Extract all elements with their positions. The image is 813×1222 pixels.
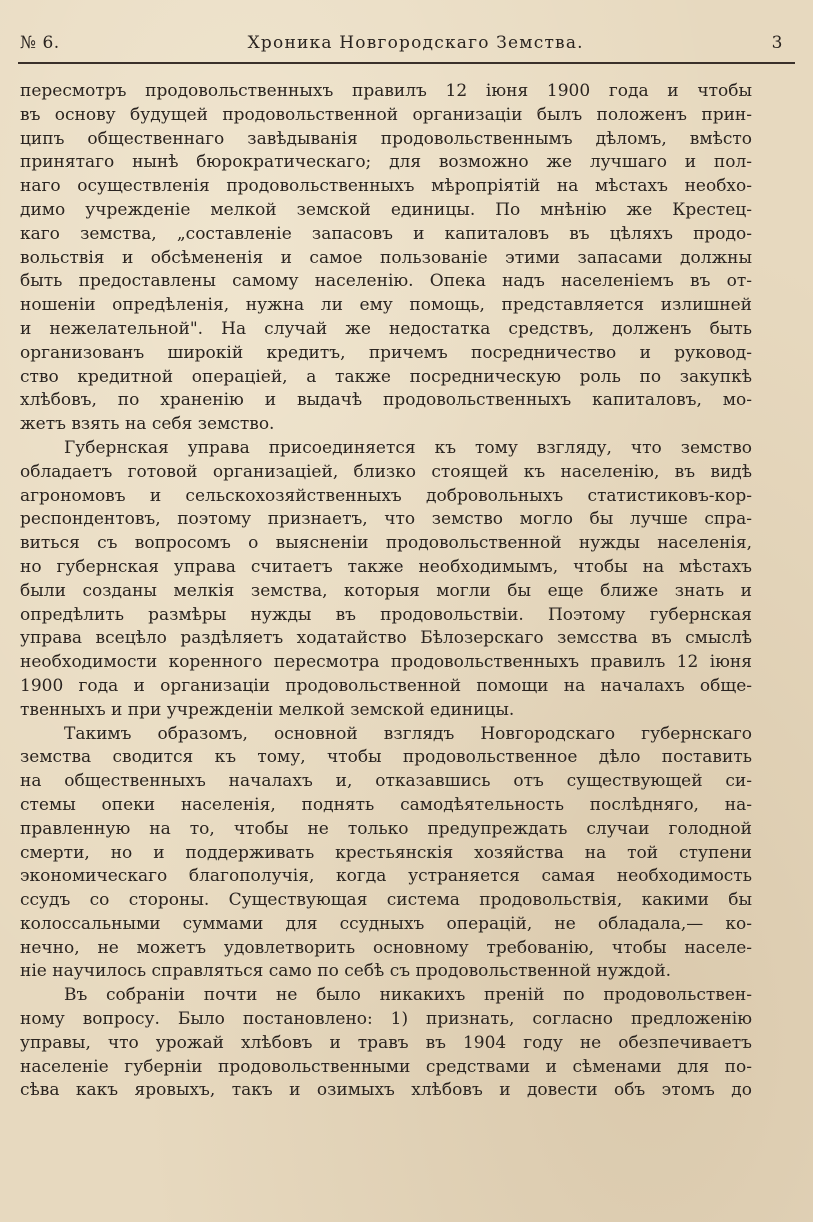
- text-line: въ основу будущей продовольственной организаціи былъ положенъ прин-: [20, 104, 752, 125]
- text-line: димо учрежденіе мелкой земской единицы. По мнѣнію же Крестец-: [20, 199, 752, 220]
- text-line: ципъ общественнаго завѣдыванія продовольственнымъ дѣломъ, вмѣсто: [20, 128, 752, 149]
- text-line: пересмотръ продовольственныхъ правилъ 12 іюня 1900 года и чтобы: [20, 81, 752, 101]
- text-line: опредѣлить размѣры нужды въ продовольствіи. Поэтому губернская: [20, 604, 752, 625]
- text-line: были созданы мелкія земства, которыя могли бы еще ближе знать и: [20, 580, 752, 601]
- text-line: правленную на то, чтобы не только предупреждать случаи голодной: [20, 818, 752, 839]
- journal-title: Хроника Новгородскаго Земства.: [247, 33, 584, 53]
- text-line: сѣва какъ яровыхъ, такъ и озимыхъ хлѣбовъ и довести объ этомъ до: [20, 1080, 752, 1101]
- text-line: населеніе губерніи продовольственными средствами и сѣменами для по-: [20, 1056, 752, 1077]
- text-line: каго земства, „составленіе запасовъ и капиталовъ въ цѣляхъ продо-: [20, 223, 752, 244]
- text-line: жетъ взять на себя земство.: [20, 414, 275, 435]
- text-line: управы, что урожай хлѣбовъ и травъ въ 1904 году не обезпечиваетъ: [20, 1032, 752, 1053]
- text-line: ссудъ со стороны. Существующая система продовольствія, какими бы: [20, 890, 752, 911]
- text-line: стемы опеки населенія, поднять самодѣятельность послѣдняго, на-: [20, 794, 752, 815]
- text-line: и нежелательной". На случай же недостатка средствъ, долженъ быть: [20, 318, 752, 339]
- text-line: обладаетъ готовой организаціей, близко стоящей къ населенію, въ видѣ: [20, 461, 752, 482]
- text-line: организованъ широкій кредитъ, причемъ посредничество и руковод-: [20, 342, 752, 363]
- text-line: ному вопросу. Было постановлено: 1) признать, согласно предложенію: [20, 1009, 752, 1030]
- text-line: 1900 года и организаціи продовольственной помощи на началахъ обще-: [20, 675, 752, 696]
- header-rule: [18, 62, 795, 64]
- text-line: но губернская управа считаетъ также необходимымъ, чтобы на мѣстахъ: [20, 556, 752, 577]
- page-number: 3: [771, 33, 783, 53]
- text-line: на общественныхъ началахъ и, отказавшись отъ существующей си-: [20, 771, 752, 792]
- text-line: быть предоставлены самому населенію. Опека надъ населеніемъ въ от-: [20, 271, 752, 292]
- text-line: ство кредитной операціей, а также посредническую роль по закупкѣ: [20, 366, 752, 387]
- text-line: вольствія и обсѣмененія и самое пользованіе этими запасами должны: [20, 247, 752, 268]
- paragraph-first-line: Губернская управа присоединяется къ тому взгляду, что земство: [64, 437, 752, 458]
- running-header: [20, 28, 783, 58]
- paragraph-first-line: Такимъ образомъ, основной взглядъ Новгородскаго губернскаго: [64, 723, 752, 744]
- text-line: агрономовъ и сельскохозяйственныхъ добровольныхъ статистиковъ-кор-: [20, 485, 752, 506]
- text-line: респондентовъ, поэтому признаетъ, что земство могло бы лучше спра-: [20, 509, 752, 530]
- text-line: ніе научилось справляться само по себѣ съ продовольственной нуждой.: [20, 961, 672, 982]
- text-line: ношеніи опредѣленія, нужна ли ему помощь, представляется излишней: [20, 295, 752, 316]
- paragraph-first-line: Въ собраніи почти не было никакихъ преній по продовольствен-: [64, 985, 752, 1006]
- text-line: твенныхъ и при учрежденіи мелкой земской единицы.: [20, 699, 515, 720]
- text-line: управа всецѣло раздѣляетъ ходатайство Бѣлозерскаго земсства въ смыслѣ: [20, 628, 752, 649]
- text-line: нечно, не можетъ удовлетворить основному требованію, чтобы населе-: [20, 937, 752, 958]
- body-text: [20, 80, 752, 1103]
- text-line: наго осуществленія продовольственныхъ мѣропріятій на мѣстахъ необхо-: [20, 176, 752, 197]
- text-line: хлѣбовъ, по храненію и выдачѣ продовольственныхъ капиталовъ, мо-: [20, 390, 752, 411]
- text-line: колоссальными суммами для ссудныхъ операцій, не обладала,— ко-: [20, 913, 752, 934]
- text-line: смерти, но и поддерживать крестьянскія хозяйства на той ступени: [20, 842, 752, 863]
- text-line: экономическаго благополучія, когда устраняется самая необходимость: [20, 866, 752, 887]
- text-line: виться съ вопросомъ о выясненіи продовольственной нужды населенія,: [20, 533, 752, 554]
- issue-number: № 6.: [20, 33, 60, 53]
- text-line: необходимости коренного пересмотра продовольственныхъ правилъ 12 іюня: [20, 652, 752, 673]
- text-line: земства сводится къ тому, чтобы продовольственное дѣло поставить: [20, 747, 752, 768]
- text-line: принятаго нынѣ бюрократическаго; для возможно же лучшаго и пол-: [20, 152, 752, 173]
